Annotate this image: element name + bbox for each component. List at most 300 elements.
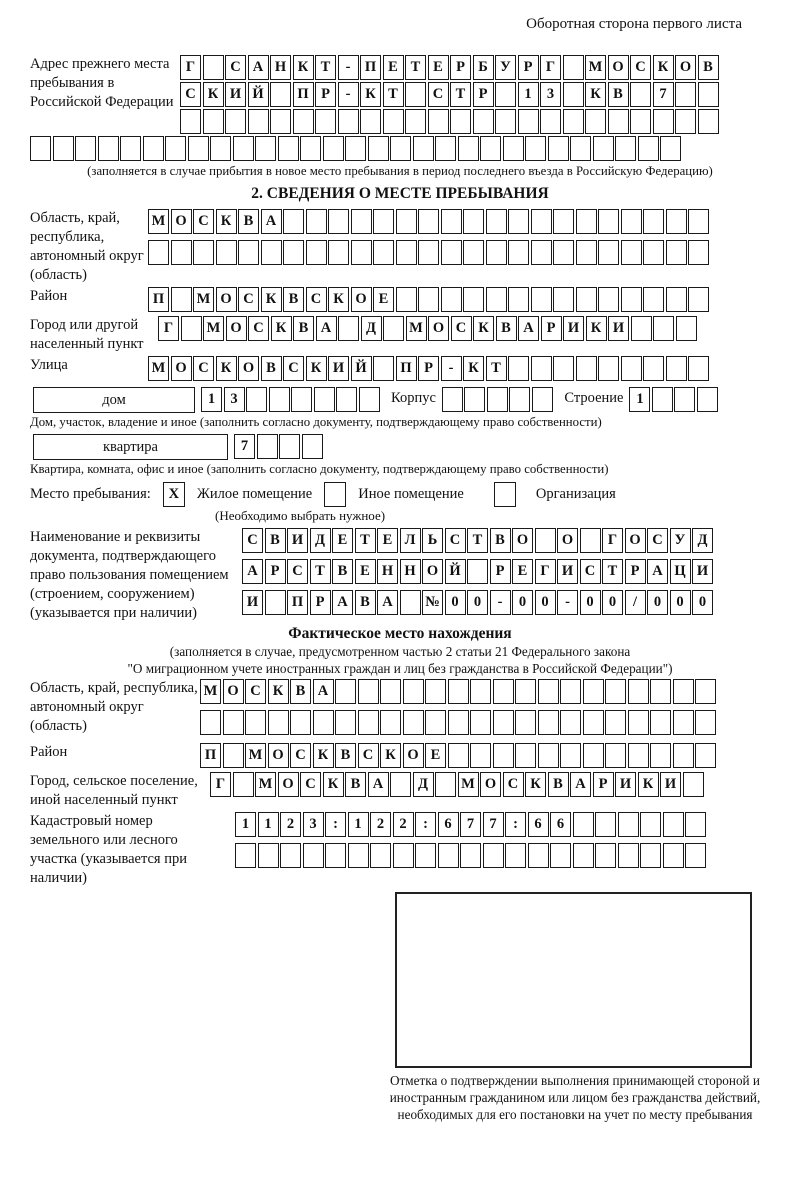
char-cell[interactable]	[605, 743, 626, 768]
char-cell[interactable]: Р	[450, 55, 471, 80]
char-cell[interactable]	[583, 743, 604, 768]
char-cell[interactable]: :	[505, 812, 526, 837]
char-cell[interactable]	[673, 743, 694, 768]
char-cell[interactable]: Р	[490, 559, 511, 584]
char-cell[interactable]	[493, 743, 514, 768]
char-cell[interactable]	[335, 710, 356, 735]
char-cell[interactable]	[293, 109, 314, 134]
char-cell[interactable]	[628, 710, 649, 735]
char-cell[interactable]	[515, 710, 536, 735]
char-cell[interactable]	[685, 843, 706, 868]
char-cell[interactable]	[663, 812, 684, 837]
char-cell[interactable]	[576, 287, 597, 312]
char-cell[interactable]	[269, 387, 290, 412]
char-cell[interactable]	[338, 109, 359, 134]
char-cell[interactable]	[450, 109, 471, 134]
char-cell[interactable]: Ь	[422, 528, 443, 553]
char-cell[interactable]: К	[463, 356, 484, 381]
char-cell[interactable]: С	[300, 772, 321, 797]
char-cell[interactable]	[120, 136, 141, 161]
char-cell[interactable]: В	[261, 356, 282, 381]
char-cell[interactable]	[576, 356, 597, 381]
char-cell[interactable]: /	[625, 590, 646, 615]
char-cell[interactable]	[563, 82, 584, 107]
char-cell[interactable]	[698, 109, 719, 134]
char-cell[interactable]: К	[380, 743, 401, 768]
char-cell[interactable]: 1	[258, 812, 279, 837]
char-cell[interactable]	[435, 772, 456, 797]
char-cell[interactable]	[360, 109, 381, 134]
char-cell[interactable]: 0	[692, 590, 713, 615]
char-cell[interactable]: Й	[445, 559, 466, 584]
char-cell[interactable]: И	[557, 559, 578, 584]
char-cell[interactable]	[464, 387, 485, 412]
char-cell[interactable]	[615, 136, 636, 161]
char-cell[interactable]	[531, 287, 552, 312]
char-cell[interactable]: К	[585, 82, 606, 107]
char-cell[interactable]: С	[225, 55, 246, 80]
char-cell[interactable]: Е	[373, 287, 394, 312]
char-cell[interactable]	[380, 679, 401, 704]
char-cell[interactable]	[314, 387, 335, 412]
char-cell[interactable]: С	[290, 743, 311, 768]
char-cell[interactable]: 0	[670, 590, 691, 615]
checkbox-organization[interactable]	[494, 482, 516, 507]
char-cell[interactable]: Н	[400, 559, 421, 584]
char-cell[interactable]: К	[360, 82, 381, 107]
char-cell[interactable]: В	[608, 82, 629, 107]
char-cell[interactable]	[351, 209, 372, 234]
char-cell[interactable]: 3	[540, 82, 561, 107]
char-cell[interactable]: 3	[224, 387, 245, 412]
char-cell[interactable]: 1	[629, 387, 650, 412]
char-cell[interactable]: И	[615, 772, 636, 797]
char-cell[interactable]: И	[608, 316, 629, 341]
char-cell[interactable]: В	[265, 528, 286, 553]
char-cell[interactable]	[538, 743, 559, 768]
char-cell[interactable]	[335, 679, 356, 704]
char-cell[interactable]: П	[396, 356, 417, 381]
char-cell[interactable]	[418, 287, 439, 312]
char-cell[interactable]: Г	[158, 316, 179, 341]
char-cell[interactable]	[425, 710, 446, 735]
char-cell[interactable]	[598, 240, 619, 265]
char-cell[interactable]	[171, 287, 192, 312]
char-cell[interactable]: О	[216, 287, 237, 312]
char-cell[interactable]: К	[261, 287, 282, 312]
char-cell[interactable]	[235, 843, 256, 868]
char-cell[interactable]: №	[422, 590, 443, 615]
char-cell[interactable]	[673, 710, 694, 735]
char-cell[interactable]	[643, 356, 664, 381]
char-cell[interactable]: Т	[355, 528, 376, 553]
char-cell[interactable]: В	[283, 287, 304, 312]
char-cell[interactable]: С	[503, 772, 524, 797]
char-cell[interactable]	[403, 679, 424, 704]
checkbox-other-premises[interactable]	[324, 482, 346, 507]
char-cell[interactable]	[470, 743, 491, 768]
char-cell[interactable]	[508, 240, 529, 265]
char-cell[interactable]	[328, 240, 349, 265]
char-cell[interactable]	[515, 743, 536, 768]
char-cell[interactable]	[697, 387, 718, 412]
char-cell[interactable]	[415, 843, 436, 868]
char-cell[interactable]: С	[287, 559, 308, 584]
char-cell[interactable]: К	[306, 356, 327, 381]
char-cell[interactable]	[30, 136, 51, 161]
char-cell[interactable]: С	[445, 528, 466, 553]
char-cell[interactable]	[383, 316, 404, 341]
char-cell[interactable]: 6	[550, 812, 571, 837]
char-cell[interactable]	[270, 82, 291, 107]
char-cell[interactable]	[448, 710, 469, 735]
char-cell[interactable]: О	[238, 356, 259, 381]
char-cell[interactable]: В	[355, 590, 376, 615]
char-cell[interactable]	[493, 679, 514, 704]
char-cell[interactable]: С	[283, 356, 304, 381]
char-cell[interactable]: 0	[535, 590, 556, 615]
char-cell[interactable]	[666, 356, 687, 381]
char-cell[interactable]: О	[512, 528, 533, 553]
char-cell[interactable]: Л	[400, 528, 421, 553]
char-cell[interactable]	[359, 387, 380, 412]
char-cell[interactable]	[441, 240, 462, 265]
char-cell[interactable]: И	[225, 82, 246, 107]
char-cell[interactable]	[203, 109, 224, 134]
char-cell[interactable]	[403, 710, 424, 735]
char-cell[interactable]	[53, 136, 74, 161]
char-cell[interactable]: К	[653, 55, 674, 80]
char-cell[interactable]	[180, 109, 201, 134]
char-cell[interactable]: Е	[355, 559, 376, 584]
char-cell[interactable]	[390, 772, 411, 797]
char-cell[interactable]: 0	[467, 590, 488, 615]
char-cell[interactable]	[643, 240, 664, 265]
char-cell[interactable]	[695, 710, 716, 735]
char-cell[interactable]	[563, 55, 584, 80]
char-cell[interactable]	[560, 679, 581, 704]
char-cell[interactable]	[640, 812, 661, 837]
char-cell[interactable]	[396, 209, 417, 234]
char-cell[interactable]: Р	[473, 82, 494, 107]
char-cell[interactable]: О	[608, 55, 629, 80]
char-cell[interactable]: 2	[370, 812, 391, 837]
char-cell[interactable]	[548, 136, 569, 161]
char-cell[interactable]: И	[242, 590, 263, 615]
char-cell[interactable]	[393, 843, 414, 868]
char-cell[interactable]: Д	[310, 528, 331, 553]
char-cell[interactable]: С	[193, 356, 214, 381]
char-cell[interactable]: 2	[393, 812, 414, 837]
char-cell[interactable]	[508, 356, 529, 381]
char-cell[interactable]: О	[625, 528, 646, 553]
char-cell[interactable]	[405, 82, 426, 107]
char-cell[interactable]	[630, 109, 651, 134]
char-cell[interactable]: Г	[602, 528, 623, 553]
char-cell[interactable]	[653, 109, 674, 134]
char-cell[interactable]: О	[403, 743, 424, 768]
char-cell[interactable]	[348, 843, 369, 868]
char-cell[interactable]	[509, 387, 530, 412]
char-cell[interactable]: О	[171, 356, 192, 381]
char-cell[interactable]	[463, 287, 484, 312]
char-cell[interactable]: Б	[473, 55, 494, 80]
char-cell[interactable]	[280, 843, 301, 868]
char-cell[interactable]: 0	[512, 590, 533, 615]
char-cell[interactable]	[486, 240, 507, 265]
char-cell[interactable]	[283, 209, 304, 234]
char-cell[interactable]: В	[490, 528, 511, 553]
char-cell[interactable]: 7	[460, 812, 481, 837]
char-cell[interactable]: К	[216, 356, 237, 381]
char-cell[interactable]	[576, 240, 597, 265]
char-cell[interactable]	[306, 240, 327, 265]
char-cell[interactable]	[583, 710, 604, 735]
char-cell[interactable]	[550, 843, 571, 868]
char-cell[interactable]	[688, 287, 709, 312]
char-cell[interactable]: Г	[535, 559, 556, 584]
char-cell[interactable]	[460, 843, 481, 868]
char-cell[interactable]	[300, 136, 321, 161]
char-cell[interactable]	[532, 387, 553, 412]
char-cell[interactable]	[463, 240, 484, 265]
char-cell[interactable]: Т	[310, 559, 331, 584]
char-cell[interactable]: Т	[467, 528, 488, 553]
char-cell[interactable]	[325, 843, 346, 868]
char-cell[interactable]: С	[428, 82, 449, 107]
char-cell[interactable]	[418, 209, 439, 234]
char-cell[interactable]: А	[518, 316, 539, 341]
char-cell[interactable]: К	[271, 316, 292, 341]
char-cell[interactable]	[98, 136, 119, 161]
char-cell[interactable]: М	[255, 772, 276, 797]
char-cell[interactable]	[255, 136, 276, 161]
char-cell[interactable]: 0	[445, 590, 466, 615]
char-cell[interactable]	[553, 209, 574, 234]
char-cell[interactable]	[358, 679, 379, 704]
char-cell[interactable]	[553, 356, 574, 381]
char-cell[interactable]	[373, 240, 394, 265]
char-cell[interactable]	[676, 316, 697, 341]
char-cell[interactable]	[358, 710, 379, 735]
char-cell[interactable]: К	[293, 55, 314, 80]
char-cell[interactable]	[580, 528, 601, 553]
char-cell[interactable]	[313, 710, 334, 735]
char-cell[interactable]	[441, 287, 462, 312]
char-cell[interactable]	[508, 287, 529, 312]
char-cell[interactable]: М	[148, 209, 169, 234]
char-cell[interactable]: Т	[602, 559, 623, 584]
char-cell[interactable]: Д	[413, 772, 434, 797]
checkbox-residential[interactable]: X	[163, 482, 185, 507]
char-cell[interactable]	[223, 710, 244, 735]
char-cell[interactable]: С	[238, 287, 259, 312]
char-cell[interactable]: П	[360, 55, 381, 80]
char-cell[interactable]	[495, 109, 516, 134]
char-cell[interactable]	[448, 743, 469, 768]
char-cell[interactable]: О	[351, 287, 372, 312]
char-cell[interactable]: А	[313, 679, 334, 704]
char-cell[interactable]	[400, 590, 421, 615]
char-cell[interactable]: А	[647, 559, 668, 584]
char-cell[interactable]: 7	[234, 434, 255, 459]
char-cell[interactable]	[640, 843, 661, 868]
char-cell[interactable]	[553, 240, 574, 265]
char-cell[interactable]: О	[223, 679, 244, 704]
char-cell[interactable]	[486, 287, 507, 312]
char-cell[interactable]	[396, 240, 417, 265]
char-cell[interactable]: С	[647, 528, 668, 553]
char-cell[interactable]	[573, 812, 594, 837]
char-cell[interactable]	[396, 287, 417, 312]
char-cell[interactable]: К	[313, 743, 334, 768]
char-cell[interactable]: Г	[180, 55, 201, 80]
char-cell[interactable]	[248, 109, 269, 134]
char-cell[interactable]: В	[335, 743, 356, 768]
char-cell[interactable]	[695, 743, 716, 768]
char-cell[interactable]	[598, 287, 619, 312]
char-cell[interactable]	[302, 434, 323, 459]
char-cell[interactable]	[200, 710, 221, 735]
char-cell[interactable]	[210, 136, 231, 161]
char-cell[interactable]	[570, 136, 591, 161]
char-cell[interactable]	[650, 743, 671, 768]
char-cell[interactable]	[380, 710, 401, 735]
char-cell[interactable]	[193, 240, 214, 265]
char-cell[interactable]	[265, 590, 286, 615]
char-cell[interactable]: О	[226, 316, 247, 341]
char-cell[interactable]	[448, 679, 469, 704]
char-cell[interactable]	[688, 356, 709, 381]
char-cell[interactable]: Й	[351, 356, 372, 381]
char-cell[interactable]: О	[557, 528, 578, 553]
char-cell[interactable]	[268, 710, 289, 735]
char-cell[interactable]	[442, 387, 463, 412]
char-cell[interactable]: С	[245, 679, 266, 704]
char-cell[interactable]	[470, 679, 491, 704]
char-cell[interactable]: А	[242, 559, 263, 584]
char-cell[interactable]	[75, 136, 96, 161]
char-cell[interactable]: С	[580, 559, 601, 584]
char-cell[interactable]	[538, 710, 559, 735]
char-cell[interactable]	[605, 710, 626, 735]
char-cell[interactable]	[441, 209, 462, 234]
char-cell[interactable]: С	[242, 528, 263, 553]
char-cell[interactable]	[560, 710, 581, 735]
char-cell[interactable]: Е	[383, 55, 404, 80]
char-cell[interactable]: -	[557, 590, 578, 615]
char-cell[interactable]: П	[287, 590, 308, 615]
char-cell[interactable]	[373, 356, 394, 381]
char-cell[interactable]: 0	[602, 590, 623, 615]
char-cell[interactable]	[181, 316, 202, 341]
char-cell[interactable]	[666, 240, 687, 265]
char-cell[interactable]: Н	[377, 559, 398, 584]
char-cell[interactable]	[383, 109, 404, 134]
char-cell[interactable]: Д	[692, 528, 713, 553]
char-cell[interactable]: И	[660, 772, 681, 797]
char-cell[interactable]	[688, 209, 709, 234]
char-cell[interactable]: М	[406, 316, 427, 341]
char-cell[interactable]: Г	[210, 772, 231, 797]
char-cell[interactable]	[165, 136, 186, 161]
char-cell[interactable]	[621, 356, 642, 381]
char-cell[interactable]: И	[692, 559, 713, 584]
char-cell[interactable]	[628, 679, 649, 704]
char-cell[interactable]: А	[316, 316, 337, 341]
char-cell[interactable]: М	[585, 55, 606, 80]
char-cell[interactable]: С	[193, 209, 214, 234]
char-cell[interactable]: Р	[315, 82, 336, 107]
char-cell[interactable]: У	[670, 528, 691, 553]
char-cell[interactable]: Р	[265, 559, 286, 584]
char-cell[interactable]	[233, 136, 254, 161]
char-cell[interactable]	[535, 528, 556, 553]
char-cell[interactable]	[531, 240, 552, 265]
char-cell[interactable]: О	[278, 772, 299, 797]
char-cell[interactable]: И	[328, 356, 349, 381]
char-cell[interactable]: О	[268, 743, 289, 768]
char-cell[interactable]	[328, 209, 349, 234]
char-cell[interactable]	[428, 109, 449, 134]
char-cell[interactable]: В	[238, 209, 259, 234]
char-cell[interactable]: Р	[593, 772, 614, 797]
char-cell[interactable]	[257, 434, 278, 459]
char-cell[interactable]: :	[415, 812, 436, 837]
char-cell[interactable]: 1	[235, 812, 256, 837]
char-cell[interactable]	[538, 679, 559, 704]
char-cell[interactable]: 7	[483, 812, 504, 837]
char-cell[interactable]	[598, 209, 619, 234]
char-cell[interactable]	[540, 109, 561, 134]
char-cell[interactable]	[563, 109, 584, 134]
char-cell[interactable]	[480, 136, 501, 161]
char-cell[interactable]: Г	[540, 55, 561, 80]
char-cell[interactable]: К	[268, 679, 289, 704]
char-cell[interactable]: Р	[418, 356, 439, 381]
char-cell[interactable]	[223, 743, 244, 768]
char-cell[interactable]	[258, 843, 279, 868]
char-cell[interactable]: 3	[303, 812, 324, 837]
char-cell[interactable]: В	[293, 316, 314, 341]
char-cell[interactable]	[576, 209, 597, 234]
char-cell[interactable]: В	[548, 772, 569, 797]
char-cell[interactable]	[425, 679, 446, 704]
char-cell[interactable]	[593, 136, 614, 161]
char-cell[interactable]: К	[638, 772, 659, 797]
char-cell[interactable]: С	[358, 743, 379, 768]
char-cell[interactable]: 2	[280, 812, 301, 837]
char-cell[interactable]	[483, 843, 504, 868]
char-cell[interactable]	[528, 843, 549, 868]
char-cell[interactable]	[638, 136, 659, 161]
char-cell[interactable]	[463, 209, 484, 234]
char-cell[interactable]	[553, 287, 574, 312]
char-cell[interactable]	[675, 109, 696, 134]
char-cell[interactable]	[303, 843, 324, 868]
char-cell[interactable]: В	[698, 55, 719, 80]
char-cell[interactable]: -	[338, 55, 359, 80]
char-cell[interactable]: В	[496, 316, 517, 341]
char-cell[interactable]	[598, 356, 619, 381]
char-cell[interactable]	[245, 710, 266, 735]
char-cell[interactable]: Т	[405, 55, 426, 80]
char-cell[interactable]	[351, 240, 372, 265]
char-cell[interactable]: А	[248, 55, 269, 80]
char-cell[interactable]	[631, 316, 652, 341]
char-cell[interactable]: С	[306, 287, 327, 312]
char-cell[interactable]	[279, 434, 300, 459]
